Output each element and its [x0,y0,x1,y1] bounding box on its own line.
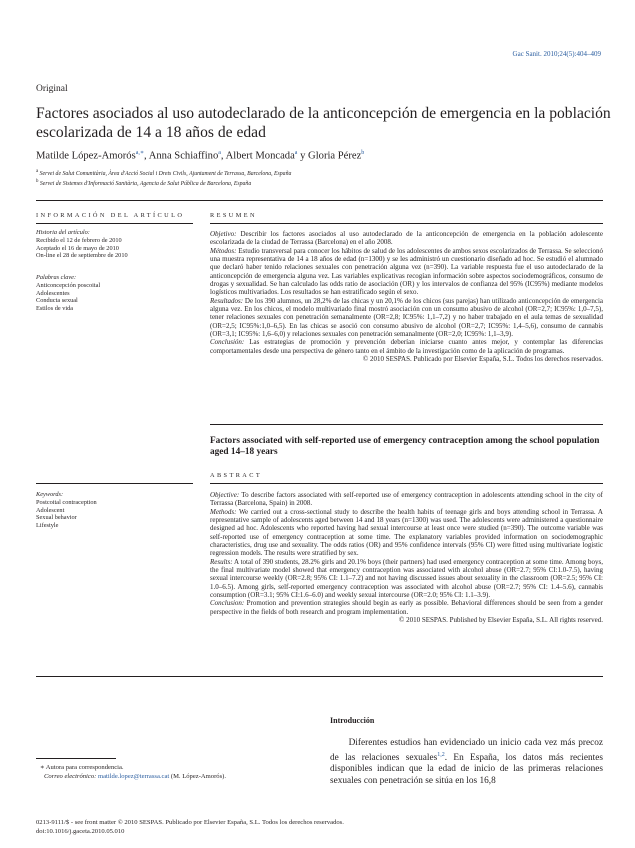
resumen-conclusion [210,338,603,355]
paragraph-text: A total of 390 students, 28.2% girls and 20.1% boys (their partners) had used emergency contraception at some time. Among boys, the final multivariate model showed that emergency contraception was associated with alcohol abuse (OR=2.7; 95% CI:1.0-7.5), having sexual intercourse weekly (OR=2.8; 95% CI: 1.1–7.2) and not having discussed issues about sexuality in the classroom (OR=2.5; 95% CI: 1.0–6.5). Among girls, self-reported emergency contraception was associated with alcohol abuse (OR=2.7; 95% CI: 1.4–5.6), cannabis consumption (OR=3.1; 95% CI:1.6–6.0) and weekly sexual intercourse (OR=2.0; 95% CI: 1.1–3.9). [210,557,603,600]
corresponding-author-note: ∗ Autora para correspondencia. [40,764,124,771]
paragraph-text: Describir los factores asociados al uso autodeclarado de la anticoncepción de emergencia en la población adolescente escolarizada de la ciudad de Terrassa (Barcelona) en el año 2008. [210,230,603,247]
paragraph-label: Resultados: [210,296,244,305]
keywords-es [36,274,193,313]
keywords-label: Keywords: [36,491,64,498]
abstract-methods [210,508,603,558]
author: Gloria Pérez [308,150,362,162]
abstract-objective [210,491,603,508]
bottom-info [36,818,344,836]
author-separator: , [220,150,226,162]
author-affiliation-mark[interactable]: b [361,150,365,156]
author-list [36,149,364,162]
abstract-section [210,472,603,479]
abstract-body [210,491,603,625]
resumen-divider [210,223,603,224]
email-label: Correo electrónico: [44,773,97,780]
resumen-resultados [210,297,603,339]
paragraph-text: To describe factors associated with self-reported use of emergency contraception in adolescents attending school in the city of Terrassa (Barcelona, Spain) in 2008. [210,491,603,508]
resumen-heading: RESUMEN [210,212,257,219]
abstract-end-divider [36,676,603,677]
affiliation [36,168,291,178]
article-title: Factores asociados al uso autodeclarado de la anticoncepción de emergencia en la población escolarizada de 14 a 18 años de edad [36,105,611,141]
keyword: Estilos de vida [36,305,74,313]
author-separator: , [143,150,149,162]
paragraph-label: Conclusion: [210,599,245,608]
author: Albert Moncada [225,150,295,162]
affiliation-text: Servei de Sistemes d'Informació Sanitària, Agencia de Salut Pública de Barcelona, España [39,181,252,188]
english-title: Factors associated with self-reported use of emergency contraception among the school population aged 14–18 years [210,436,600,457]
keywords-en [36,491,193,530]
abstract-copyright: © 2010 SESPAS. Published by Elsevier España, S.L. All rights reserved. [399,616,603,625]
article-history [36,229,193,260]
keyword: Sexual behavior [36,514,77,522]
abstract-conclusion [210,599,603,616]
resumen-end-divider [210,424,603,425]
keywords-label: Palabras clave: [36,274,77,281]
abstract-results [210,558,603,600]
footnote [36,763,316,781]
header-divider [36,200,603,201]
issn-line: 0213-9111/$ - see front matter © 2010 SESPAS. Publicado por Elsevier España, S.L. Todos los derechos reservados. [36,819,344,826]
email-suffix: (M. López-Amorós). [169,773,226,780]
keyword: Adolescentes [36,289,70,297]
paragraph-text: Las estrategias de promoción y prevención deberían iniciarse cuanto antes mejor, y contemplar las diferencias comportamentales desde una perspectiva de género tanto en el ámbito de la investigación como de la aplicación de programas. [210,338,603,355]
abstract-divider [210,483,603,484]
resumen-objetivo [210,230,603,247]
paragraph-text: We carried out a cross-sectional study to describe the health habits of teenage girls and boys attending school in Terrassa. A representative sample of adolescents aged between 14 and 18 years (n=1300) was used. The adolescents were administered a questionnaire designed ad hoc. Adolescents who reported having had sexual intercourse at least once were studied (n=390). The outcome variable was self-reported use of emergency contraception at some time. The explanatory variables provided information on sociodemographic characteristics, drug use and sexuality. The odds ratios (OR) and 95% confidence intervals (95% CI) were fitted using multivariate logistic regression models. The results were stratified by sex. [210,507,603,558]
intro-text: . En España, los datos más recientes disponibles indican que la edad de inicio de las primeras relaciones sexuales con penetración se sitúa en los 16,8 [330,752,603,786]
affiliation-mark: a [36,169,39,174]
paragraph-label: Methods: [210,507,237,516]
keyword: Anticoncepción poscoital [36,281,101,289]
affiliations [36,168,291,189]
footnote-divider [36,758,116,759]
affiliation-text: Servei de Salut Comunitària, Àrea d'Acció Social i Drets Civils, Ajuntament de Terrassa, Barcelona, España [39,170,292,177]
paragraph-label: Objective: [210,491,240,499]
history-accepted: Aceptado el 16 de mayo de 2010 [36,244,119,252]
author-affiliation-mark[interactable]: a [218,150,221,156]
article-type: Original [36,84,68,94]
article-info-divider [36,223,193,224]
keywords-en-divider [36,483,193,484]
author: Matilde López-Amorós [36,150,136,162]
resumen-metodos [210,247,603,297]
intro-citation[interactable]: 1,2 [437,751,445,758]
history-online: On-line el 28 de septiembre de 2010 [36,252,128,260]
paragraph-text: Estudio transversal para conocer los hábitos de salud de los adolescentes de ambos sexos escolarizados de Terrassa. Se seleccionó una muestra representativa de 14 a 18 años de edad (n=1300) y se les administró un cuestionario diseñado ad hoc. Se estudió el alumnado que declaró haber tenido relaciones sexuales con penetración alguna vez (n=390). La variable respuesta fue el uso autodeclarado de la anticoncepción de emergencia alguna vez. Las variables explicativas recogían información sobre aspectos sociodemográficos, consumo de drogas y sexualidad. Se han calculado las odds ratio de asociación (OR) y los intervalos de confianza del 95% (IC95%) mediante modelos logísticos multivariados. Los resultados se han estratificado según el sexo. [210,246,603,297]
author-separator: y [297,150,309,162]
keyword: Lifestyle [36,522,59,530]
intro-paragraph [330,738,603,787]
paragraph-label: Objetivo: [210,230,237,238]
resumen-section [210,212,603,219]
paragraph-text: Promotion and prevention strategies should begin as early as possible. Behavioral differences should be seen from a gender perspective in the fields of both research and program implementation. [210,599,603,616]
paragraph-label: Results: [210,557,233,566]
email-note [36,772,316,781]
paragraph-label: Conclusión: [210,338,245,347]
affiliation-mark: b [36,179,39,185]
history-received: Recibido el 12 de febrero de 2010 [36,236,122,244]
author: Anna Schiaffino [148,150,219,162]
paragraph-text: De los 390 alumnos, un 28,2% de las chicas y un 20,1% de los chicos (sus parejas) han utilizado anticoncepción de emergencia alguna vez. En los chicos, el modelo multivariado final mostró asociación con un consumo abusivo de alcohol (OR=2,7; IC95%: 1,0–7,5), tener relaciones sexuales con penetración semanalmente (OR=2,8; IC95%: 1,1–7,2) y no haber trabajado en el aula temas de sexualidad (OR=2,5; IC95%:1,0–6,5). En las chicas se asoció con consumo abusivo de alcohol (OR=2,7; IC95%: 1,4–5,6), consumo de cannabis (OR=3,1; IC95%: 1,6–6,0) y relaciones sexuales con penetración semanalmente (OR=2,0; IC95%: 1,1–3,9). [210,296,603,339]
history-label: Historia del artículo: [36,229,90,236]
keyword: Postcoital contraception [36,498,97,506]
intro-heading: Introducción [330,716,375,725]
doi[interactable]: doi:10.1016/j.gaceta.2010.05.010 [36,828,125,835]
author-affiliation-mark[interactable]: a,∗ [135,150,144,156]
article-info-heading: INFORMACIÓN DEL ARTÍCULO [36,212,185,219]
keyword: Adolescent [36,506,65,514]
journal-reference[interactable]: Gac Sanit. 2010;24(5):404–409 [512,50,601,58]
resumen-body [210,230,603,364]
keyword: Conducta sexual [36,297,78,305]
paragraph-label: Métodos: [210,246,237,255]
email-link[interactable]: matilde.lopez@terrassa.cat [97,773,170,780]
abstract-heading: ABSTRACT [210,472,263,479]
resumen-copyright: © 2010 SESPAS. Publicado por Elsevier España, S.L. Todos los derechos reservados. [362,355,603,364]
article-info-section [36,212,193,219]
intro-text: Diferentes estudios han evidenciado un inicio cada vez más precoz de las relaciones sexuales [330,738,603,763]
affiliation [36,178,291,188]
author-affiliation-mark[interactable]: a [294,150,298,156]
